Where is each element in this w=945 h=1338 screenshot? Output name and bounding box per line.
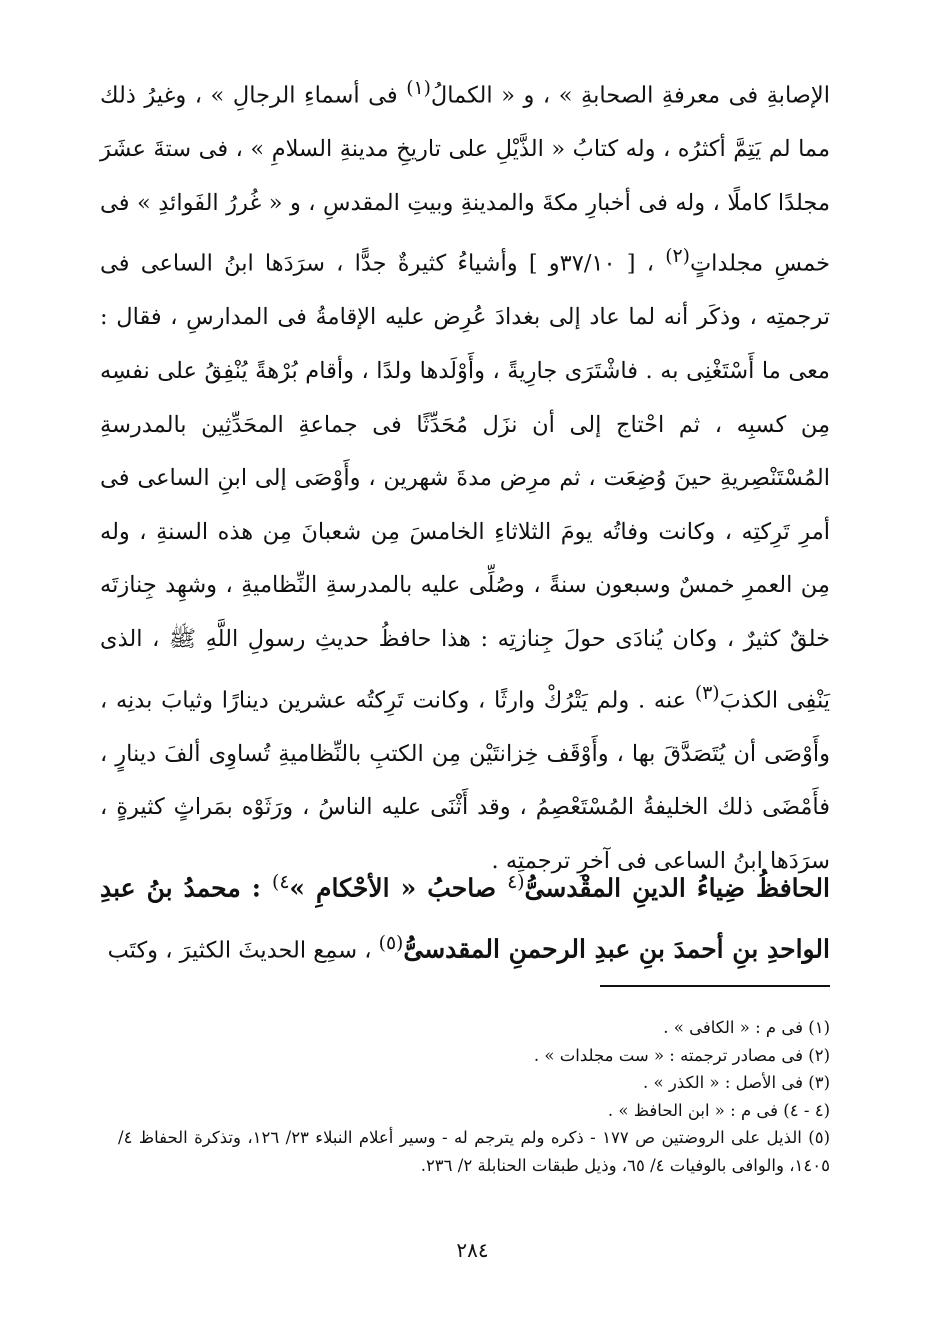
footnote-ref-3: (٣)	[694, 682, 720, 704]
entry-text: ، سمِع الحديثَ الكثيرَ ، وكتَب	[107, 937, 379, 963]
footnote-ref-1: (١)	[406, 78, 431, 99]
body-text-c: ، [ ٣٧/١٠و ] وأشياءُ كثيرةٌ جدًّا ، سرَدَها ابنُ الساعى فى ترجمتِه ، وذكَر أنه لما عاد إلى بغدادَ عُرِض عليه الإقامةُ فى المدارسِ ، فقال : معى ما أَسْتَغْنِى به . فاشْتَرَى جارِيةً ، وأَوْلَدها ولدًا ، وأقام بُرْهةً يُنْفِقُ على نفسِه مِن كسبِه ، ثم احْتاج إلى أن نزَل مُحَدِّثًا فى جماعةِ المحَدِّثِين بالمدرسةِ المُسْتَنْصِريةِ حينَ وُضِعَت ، ثم مرِض مدةَ شهرين ، وأَوْصَى إلى ابنِ الساعى فى أمرِ تَرِكتِه ، وكانت وفاتُه يومَ الثلاثاءِ الخامسَ مِن شعبانَ مِن هذه السنةِ ، وله مِن العمرِ خمسٌ وسبعون سنةً ، وصُلِّى عليه بالمدرسةِ النِّظاميةِ ، وشهِد جِنازتَه خلقٌ كثيرٌ ، وكان يُنادَى حولَ جِنازتِه : هذا حافظُ حديثِ رسولِ اللَّهِ ﷺ ، الذى يَنْفِى الكذبَ	[100, 250, 830, 714]
body-text-b: فى أسماءِ الرجالِ » ، وغيرُ ذلك مما لم يَتِمَّ أكثرُه ، وله كتابُ « الذَّيْلِ على تاريخِ مدينةِ السلامِ » ، فى ستةَ عشَرَ مجلدًا كاملًا ، وله فى أخبارِ مكةَ والمدينةِ وبيتِ المقدسِ ، و « غُررُ الفَوائدِ » فى خمسِ مجلداتٍ	[100, 82, 830, 277]
entry-heading-name: الحافظُ ضِياءُ الدينِ المقْدسىُّ	[524, 873, 830, 903]
footnote-ref-4-close: ٤)	[271, 872, 290, 893]
footnote-ref-5: (٥)	[378, 932, 404, 954]
footnote-ref-2: (٢)	[665, 246, 690, 268]
footnote-1: (١) فى م : « الكافى » .	[663, 1018, 830, 1037]
page-number: ٢٨٤	[456, 1238, 489, 1262]
footnote-4: (٤ - ٤) فى م : « ابن الحافظ » .	[607, 1100, 830, 1120]
body-text-a: الإصابةِ فى معرفةِ الصحابةِ » ، و « الكمالُ	[430, 82, 830, 109]
footnote-ref-4-open: (٤	[507, 872, 525, 893]
footnote-separator	[600, 985, 830, 987]
footnote-5: (٥) الذيل على الروضتين ص ١٧٧ - ذكره ولم يترجم له - وسير أعلام النبلاء ٢٣/ ١٢٦، وتذكرة الحفاظ ٤/ ١٤٠٥، والوافى بالوفيات ٤/ ٦٥، وذيل طبقات الحنابلة ٢/ ٢٣٦.	[118, 1128, 830, 1175]
footnotes	[118, 1014, 830, 1179]
entry-heading-title: صاحبُ « الأحْكامِ »	[289, 873, 508, 903]
footnote-3: (٣) فى الأصل : « الكذر » .	[643, 1073, 830, 1092]
footnote-2: (٢) فى مصادر ترجمته : « ست مجلدات » .	[533, 1045, 830, 1065]
body-text-d: عنه . ولم يَتْرُكْ وارثًا ، وكانت تَرِكتُه عشرين دينارًا وثيابَ بدنِه ، وأَوْصَى أن يُتَصَدَّقَ بها ، وأَوْقَف خِزانتَيْن مِن الكتبِ بالنِّظاميةِ تُساوِى ألفَ دينارٍ ، فأَمْضَى ذلك الخليفةُ المُسْتَعْصِمُ ، وقد أَثْنَى عليه الناسُ ، ورَثَوْه بمَراثٍ كثيرةٍ ، سرَدَها ابنُ الساعى فى آخرِ ترجمتِه .	[100, 687, 830, 874]
entry-heading-fullname: : محمدُ بنُ عبدِ الواحدِ بنِ أحمدَ بنِ عبدِ الرحمنِ المقدسىُّ	[100, 873, 830, 963]
biography-entry	[100, 856, 830, 977]
body-paragraph	[100, 62, 830, 888]
